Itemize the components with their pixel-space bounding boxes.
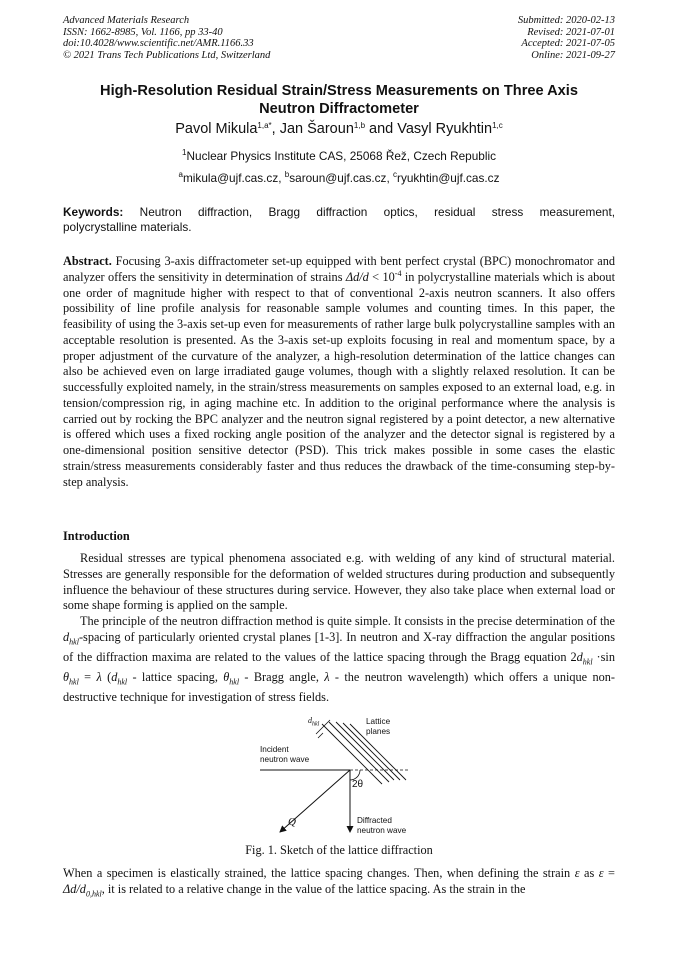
header-right bbox=[518, 15, 615, 61]
p2-f-dsub: hkl bbox=[117, 677, 128, 687]
p2-text-c: ·sin bbox=[592, 649, 615, 664]
paper-title bbox=[60, 83, 618, 118]
keywords bbox=[63, 205, 615, 235]
keywords-line-1 bbox=[63, 205, 615, 220]
header-left bbox=[63, 15, 270, 61]
keywords-label: Keywords: bbox=[63, 205, 124, 219]
p2-j-lambda: λ bbox=[324, 670, 330, 685]
doi: doi:10.4028/www.scientific.net/AMR.1166.33 bbox=[63, 38, 254, 50]
authors bbox=[60, 121, 618, 137]
incident-label-2: neutron wave bbox=[260, 754, 310, 764]
abstract-label: Abstract. bbox=[63, 254, 112, 268]
revised-date: Revised: 2021-07-01 bbox=[527, 26, 615, 38]
q-vector-label bbox=[288, 818, 296, 828]
email-b[interactable]: saroun@ujf.cas.cz, bbox=[289, 171, 394, 185]
author-2-sup: 1,b bbox=[353, 121, 366, 130]
author-1: Pavol Mikula bbox=[175, 121, 258, 137]
affiliation-sup: 1 bbox=[182, 148, 187, 157]
p2-text-i: - Bragg angle, bbox=[239, 670, 325, 685]
author-3: and Vasyl Ryukhtin bbox=[365, 121, 493, 137]
author-2: , Jan Šaroun bbox=[271, 121, 354, 137]
d-letter: d bbox=[308, 716, 312, 725]
p2-h-thetasub: hkl bbox=[229, 677, 240, 687]
p2-eq-d: d bbox=[576, 649, 583, 664]
after-text-c: = bbox=[603, 866, 615, 880]
abstract-text-1b: < 10 bbox=[368, 269, 395, 284]
incident-label-1: Incident bbox=[260, 745, 289, 754]
keywords-text-1: Neutron diffraction, Bragg diffraction optics, residual stress measurement, bbox=[139, 205, 615, 219]
title-line-1: High-Resolution Residual Strain/Stress Measurements on Three Axis bbox=[100, 83, 578, 99]
p2-h-theta: θ bbox=[223, 670, 230, 685]
abstract-text-1: Focusing 3-axis diffractometer set-up equipped with bent perfect crystal (BPC) monochromator and analyzer offers the sensitivity in determination of strains bbox=[63, 254, 615, 284]
diffracted-wave-label bbox=[357, 816, 406, 835]
p2-eq-dsub: hkl bbox=[582, 657, 593, 667]
p2-text-k: - the neutron wavelength) which offers a unique non-destructive technique for investigation of stress fields. bbox=[63, 670, 616, 705]
copyright: © 2021 Trans Tech Publications Ltd, Switzerland bbox=[63, 49, 271, 61]
p2-text-g: - lattice spacing, bbox=[127, 670, 224, 685]
lattice-planes bbox=[322, 722, 406, 784]
two-theta-label: 2θ bbox=[352, 779, 364, 790]
p2-text-a: The principle of the neutron diffraction method is quite simple. It consists in the precise determination of the bbox=[80, 614, 615, 628]
lattice-planes-label bbox=[366, 717, 390, 736]
figure-lattice-diffraction bbox=[250, 712, 440, 842]
after-text-d: , it is related to a relative change in the value of the lattice spacing. As the strain in the bbox=[101, 881, 526, 896]
submitted-date: Submitted: 2020-02-13 bbox=[517, 15, 615, 26]
after-eps: ε bbox=[574, 866, 580, 880]
lattice-diagram bbox=[250, 712, 440, 842]
d-sub: hkl bbox=[312, 721, 320, 728]
p2-d: d bbox=[63, 629, 70, 644]
continuation-paragraph bbox=[63, 866, 615, 902]
diffracted-label-2: neutron wave bbox=[357, 825, 407, 835]
figure-caption: Fig. 1. Sketch of the lattice diffraction bbox=[245, 843, 433, 857]
after-text-a: When a specimen is elastically strained, the lattice spacing changes. Then, when defining the strain bbox=[63, 866, 575, 880]
incident-wave-label bbox=[260, 745, 309, 764]
p2-text-b: -spacing of particularly oriented crystal planes [1-3]. In neutron and X-ray diffraction the angular positions of the diffraction maxima are related to the values of the lattice spacing through the Bragg equation 2 bbox=[63, 629, 615, 664]
after-eps2: ε bbox=[598, 866, 604, 880]
introduction-body bbox=[63, 551, 615, 706]
lattice-label-1: Lattice bbox=[366, 717, 391, 726]
d-hkl-label bbox=[308, 716, 319, 730]
p2-dsub: hkl bbox=[69, 637, 79, 647]
p2-f-d: d bbox=[111, 670, 118, 685]
keywords-line-2: polycrystalline materials. bbox=[63, 219, 192, 234]
diffracted-label-1: Diffracted bbox=[357, 816, 392, 825]
p2-theta: θ bbox=[63, 670, 70, 685]
lattice-label-2: planes bbox=[366, 726, 391, 736]
after-delta: Δd/d bbox=[63, 881, 86, 896]
email-sup-c: c bbox=[393, 170, 398, 179]
online-date: Online: 2021-09-27 bbox=[531, 49, 615, 61]
intro-paragraph-2 bbox=[63, 614, 615, 706]
author-3-sup: 1,c bbox=[492, 121, 503, 130]
introduction-heading: Introduction bbox=[63, 529, 130, 543]
after-text-b: as bbox=[579, 866, 599, 880]
after-dsub: 0,hkl bbox=[85, 889, 102, 899]
abstract-symbol: Δd/d bbox=[345, 269, 369, 284]
p2-thetasub: hkl bbox=[69, 677, 79, 687]
p2-paren: ( bbox=[101, 670, 112, 685]
abstract-text-2: in polycrystalline materials which is about one order of magnitude higher with respect to that of conventional 2-axis neutron scanners. It also offers possibility of line profile analysis for reasonable sample volumes and counting times. In this paper, the feasibility of using the 3-axis set-up even for measurements of rather large bulk polycrystalline samples with an acceptable resolution is presented. As the 3-axis set-up exploits focusing in real and momentum space, by a proper adjustment of the curvature of the analyzer, a high-resolution determination of the lattice changes can also be achieved even on large irradiated gauge volumes, though with a slightly relaxed resolution. It can be successfully exploited namely, in the strain/stress measurements on samples exposed to an external load, e.g. in tension/compression rig, in aging machine etc. In addition to the original performance where the analysis is carried out by rocking the BPC analyzer and the neutron signal registered by a point detector, a new alternative is offered which uses a fixed rocking angle position of the analyzer and the detector signal is registered by a one-dimensional position sensitive detector (PSD). This trick makes possible in some cases the elastic strain/stress measurements considerably faster and thus reduces the drawback of the time-consuming step-by-step analysis. bbox=[63, 269, 615, 489]
email-sup-a: a bbox=[178, 170, 183, 179]
email-c[interactable]: ryukhtin@ujf.cas.cz bbox=[397, 171, 500, 185]
author-1-sup: 1,a* bbox=[257, 121, 272, 130]
p2-equals: = bbox=[78, 670, 97, 685]
affiliation bbox=[60, 149, 618, 163]
issn: ISSN: 1662-8985, Vol. 1166, pp 33-40 bbox=[63, 26, 223, 38]
d-spacing-tick bbox=[318, 733, 323, 738]
abstract bbox=[63, 254, 615, 490]
email-sup-b: b bbox=[284, 170, 290, 179]
accepted-date: Accepted: 2021-07-05 bbox=[521, 38, 615, 50]
journal-name: Advanced Materials Research bbox=[63, 15, 190, 26]
intro-paragraph-1: Residual stresses are typical phenomena associated e.g. with welding of any kind of structural material. Stresses are generally responsible for the deformation of welded structures during production and subsequently influence the behaviour of these structures during service. However, they also take place when external load or some shape forming is applied on the sample. bbox=[63, 551, 615, 613]
affiliation-text: Nuclear Physics Institute CAS, 25068 Řež, Czech Republic bbox=[186, 149, 496, 163]
p2-lambda: λ bbox=[96, 670, 102, 685]
title-line-2: Neutron Diffractometer bbox=[259, 100, 419, 117]
q-letter: Q bbox=[288, 816, 296, 828]
email-a[interactable]: mikula@ujf.cas.cz, bbox=[182, 171, 285, 185]
author-emails bbox=[60, 171, 618, 185]
abstract-exponent: -4 bbox=[394, 268, 402, 278]
